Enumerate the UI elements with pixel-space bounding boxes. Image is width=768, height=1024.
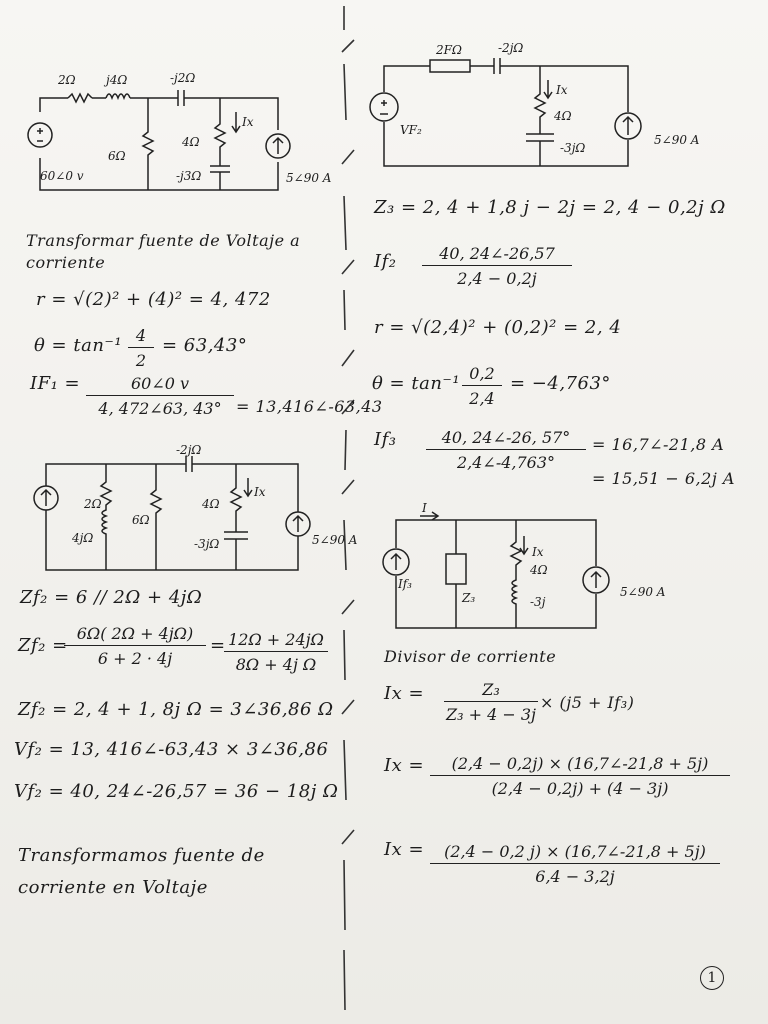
if1-den: 4, 472∠63, 43° bbox=[98, 399, 222, 418]
c4-z3-label: Z₃ bbox=[462, 591, 476, 605]
z3-equation: Z₃ = 2, 4 + 1,8 j − 2j = 2, 4 − 0,2j Ω bbox=[374, 197, 726, 218]
ix1-num: Z₃ bbox=[444, 680, 538, 702]
left-theta-den: 2 bbox=[135, 351, 147, 370]
if2-label: If₂ bbox=[374, 251, 397, 272]
zf2-fraction-1 bbox=[64, 624, 206, 668]
ix3-fraction bbox=[430, 842, 720, 886]
c2-c-branch-label: -3jΩ bbox=[560, 141, 586, 155]
if1-num: 60∠0 v bbox=[86, 374, 234, 396]
zf2-num-1: 6Ω( 2Ω + 4jΩ) bbox=[64, 624, 206, 646]
c1-source-i-label: 5∠90 A bbox=[286, 171, 332, 185]
c3-c-branch-label: -3jΩ bbox=[194, 537, 220, 551]
c1-source-v-label: 60∠0 v bbox=[40, 169, 84, 183]
c2-source-i-label: 5∠90 A bbox=[654, 133, 700, 147]
heading-transform-current-line2: corriente en Voltaje bbox=[18, 877, 208, 898]
c3-r2-label: 6Ω bbox=[132, 513, 150, 527]
c3-l1-label: 4jΩ bbox=[72, 531, 94, 545]
right-theta-num: 0,2 bbox=[462, 364, 502, 386]
c4-i-arrow-label: I bbox=[422, 501, 427, 515]
zf2-den-2: 8Ω + 4j Ω bbox=[235, 655, 317, 674]
c2-r-top-label: 2FΩ bbox=[436, 43, 462, 57]
left-theta-result: = 63,43° bbox=[162, 335, 248, 356]
if1-label: IF₁ = bbox=[30, 373, 81, 394]
c2-c-top-label: -2jΩ bbox=[498, 41, 524, 55]
if3-result-1: = 16,7∠-21,8 A bbox=[592, 435, 725, 454]
if1-fraction bbox=[86, 374, 234, 418]
c4-ix-label: Ix bbox=[532, 545, 544, 559]
ix2-den: (2,4 − 0,2j) + (4 − 3j) bbox=[491, 779, 669, 798]
ix1-den: Z₃ + 4 − 3j bbox=[445, 705, 536, 724]
page-number: 1 bbox=[700, 966, 724, 990]
c4-source-left-label: If₃ bbox=[398, 577, 412, 591]
c1-c-branch-label: -j3Ω bbox=[176, 169, 202, 183]
ix1-tail: × (j5 + If₃) bbox=[540, 693, 635, 712]
right-theta-fraction bbox=[462, 364, 502, 408]
right-r-equation: r = √(2,4)² + (0,2)² = 2, 4 bbox=[374, 317, 622, 338]
c3-r1-label: 2Ω bbox=[84, 497, 102, 511]
ix1-label: Ix = bbox=[384, 683, 425, 704]
zf2-result: Zf₂ = 2, 4 + 1, 8j Ω = 3∠36,86 Ω bbox=[18, 699, 334, 720]
right-theta-den: 2,4 bbox=[469, 389, 495, 408]
left-theta-fraction bbox=[128, 326, 154, 370]
c4-c-branch-label: -3j bbox=[530, 595, 546, 609]
heading-transform-current-line1: Transformamos fuente de bbox=[18, 845, 265, 866]
if3-fraction bbox=[426, 428, 586, 472]
if2-fraction bbox=[422, 244, 572, 288]
ix1-fraction bbox=[444, 680, 538, 724]
zf2-den-1: 6 + 2 · 4j bbox=[97, 649, 173, 668]
c3-r-branch-label: 4Ω bbox=[202, 497, 220, 511]
c4-source-i-label: 5∠90 A bbox=[620, 585, 666, 599]
zf2-frac-label: Zf₂ = bbox=[18, 635, 68, 656]
ix3-den: 6,4 − 3,2j bbox=[535, 867, 615, 886]
c1-r-branch-label: 4Ω bbox=[182, 135, 200, 149]
if3-label: If₃ bbox=[374, 429, 397, 450]
right-theta-prefix: θ = tan⁻¹ bbox=[372, 373, 461, 394]
ix3-num: (2,4 − 0,2 j) × (16,7∠-21,8 + 5j) bbox=[430, 842, 720, 864]
circuit-diagram-1 bbox=[28, 62, 348, 197]
zf2-parallel-line: Zf₂ = 6 // 2Ω + 4jΩ bbox=[20, 587, 203, 608]
c2-r-branch-label: 4Ω bbox=[554, 109, 572, 123]
zf2-fraction-2 bbox=[224, 630, 328, 674]
vf2-line-1: Vf₂ = 13, 416∠-63,43 × 3∠36,86 bbox=[14, 739, 329, 760]
vf2-line-2: Vf₂ = 40, 24∠-26,57 = 36 − 18j Ω bbox=[14, 781, 339, 802]
c2-source-v-label: VF₂ bbox=[400, 123, 422, 137]
c2-ix-label: Ix bbox=[556, 83, 568, 97]
c1-r1-label: 2Ω bbox=[58, 73, 76, 87]
left-r-equation: r = √(2)² + (4)² = 4, 472 bbox=[36, 289, 271, 310]
divisor-heading: Divisor de corriente bbox=[384, 647, 557, 666]
if2-num: 40, 24∠-26,57 bbox=[422, 244, 572, 266]
if2-den: 2,4 − 0,2j bbox=[457, 269, 537, 288]
ix2-num: (2,4 − 0,2j) × (16,7∠-21,8 + 5j) bbox=[430, 754, 730, 776]
if3-den: 2,4∠-4,763° bbox=[456, 453, 556, 472]
if1-result: = 13,416∠-63,43 bbox=[236, 397, 383, 416]
c3-c-top-label: -2jΩ bbox=[176, 443, 202, 457]
heading-transform-voltage-line2: corriente bbox=[26, 253, 106, 272]
ix3-label: Ix = bbox=[384, 839, 425, 860]
c3-source-i-label: 5∠90 A bbox=[312, 533, 358, 547]
if3-num: 40, 24∠-26, 57° bbox=[426, 428, 586, 450]
ix2-label: Ix = bbox=[384, 755, 425, 776]
c3-ix-label: Ix bbox=[254, 485, 266, 499]
heading-transform-voltage-line1: Transformar fuente de Voltaje a bbox=[26, 231, 301, 250]
c1-l1-label: j4Ω bbox=[106, 73, 128, 87]
circuit-diagram-2 bbox=[370, 40, 750, 175]
zf2-equals: = bbox=[210, 635, 226, 656]
if3-result-2: = 15,51 − 6,2j A bbox=[592, 469, 735, 488]
c1-ix-label: Ix bbox=[242, 115, 254, 129]
left-theta-num: 4 bbox=[128, 326, 154, 348]
circuit-diagram-4 bbox=[376, 501, 736, 634]
right-theta-result: = −4,763° bbox=[510, 373, 611, 394]
c1-r-shunt-label: 6Ω bbox=[108, 149, 126, 163]
ix2-fraction bbox=[430, 754, 730, 798]
zf2-num-2: 12Ω + 24jΩ bbox=[224, 630, 328, 652]
circuit-diagram-3 bbox=[36, 443, 358, 576]
left-theta-prefix: θ = tan⁻¹ bbox=[34, 335, 123, 356]
c1-c1-label: -j2Ω bbox=[170, 71, 196, 85]
c4-r-branch-label: 4Ω bbox=[530, 563, 548, 577]
